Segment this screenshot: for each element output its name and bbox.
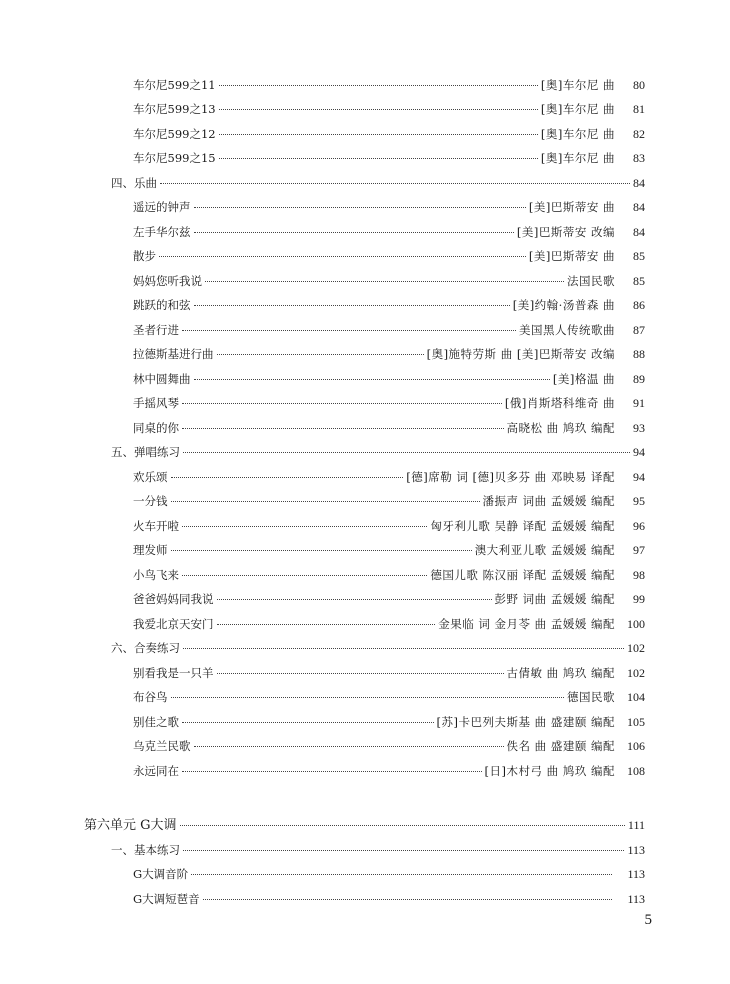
entry-title: 遥远的钟声 xyxy=(133,200,191,214)
entry-page: 102 xyxy=(627,641,645,655)
entry-credit: 潘振声 词曲 孟媛媛 编配 xyxy=(482,494,615,508)
dot-leader xyxy=(194,231,514,233)
entry-page: 83 xyxy=(633,151,645,165)
entry-page: 88 xyxy=(633,347,645,361)
entry-title: G大调短琶音 xyxy=(133,892,200,906)
section-title: 四、乐曲 xyxy=(111,176,157,190)
entry-title: 别看我是一只羊 xyxy=(133,666,214,680)
section-title: 五、弹唱练习 xyxy=(111,445,180,459)
toc-section[interactable] xyxy=(111,641,645,655)
dot-leader xyxy=(219,108,538,110)
toc-entry[interactable] xyxy=(133,617,645,631)
dot-leader xyxy=(219,84,538,86)
entry-credit: [奥]车尔尼 曲 xyxy=(540,78,615,92)
dot-leader xyxy=(182,574,427,576)
dot-leader xyxy=(160,182,630,184)
toc-entry[interactable] xyxy=(133,666,645,680)
entry-credit: [美]格温 曲 xyxy=(552,372,615,386)
entry-credit: 澳大利亚儿歌 孟媛媛 编配 xyxy=(474,543,615,557)
entry-page: 105 xyxy=(627,715,645,729)
toc-entry[interactable] xyxy=(133,867,645,881)
entry-page: 100 xyxy=(627,617,645,631)
dot-leader xyxy=(183,647,624,649)
entry-title: 欢乐颂 xyxy=(133,470,168,484)
entry-title: 一分钱 xyxy=(133,494,168,508)
dot-leader xyxy=(219,133,538,135)
toc-entry[interactable] xyxy=(133,543,645,557)
entry-credit: 金果临 词 金月苓 曲 孟媛媛 编配 xyxy=(438,617,615,631)
dot-leader xyxy=(182,402,502,404)
entry-credit: [奥]施特劳斯 曲 [美]巴斯蒂安 改编 xyxy=(426,347,615,361)
toc-entry[interactable] xyxy=(133,892,645,906)
entry-page: 93 xyxy=(633,421,645,435)
dot-leader xyxy=(183,849,624,851)
entry-credit: 美国黑人传统歌曲 xyxy=(519,323,615,337)
entry-credit: [奥]车尔尼 曲 xyxy=(540,127,615,141)
entry-credit: [苏]卡巴列夫斯基 曲 盛建颐 编配 xyxy=(436,715,615,729)
dot-leader xyxy=(217,353,424,355)
entry-credit: 彭野 词曲 孟媛媛 编配 xyxy=(494,592,615,606)
entry-page: 85 xyxy=(633,249,645,263)
entry-page: 97 xyxy=(633,543,645,557)
dot-leader xyxy=(182,770,482,772)
dot-leader xyxy=(183,451,630,453)
entry-credit: [美]巴斯蒂安 曲 xyxy=(528,200,615,214)
entry-title: 同桌的你 xyxy=(133,421,179,435)
entry-title: 车尔尼599之12 xyxy=(133,127,216,141)
toc-section[interactable] xyxy=(111,176,645,190)
entry-page: 87 xyxy=(633,323,645,337)
entry-page: 102 xyxy=(627,666,645,680)
entry-page: 96 xyxy=(633,519,645,533)
toc-entry[interactable] xyxy=(133,690,645,704)
entry-title: G大调音阶 xyxy=(133,867,189,881)
entry-page: 91 xyxy=(633,396,645,410)
dot-leader xyxy=(191,873,612,875)
entry-title: 永远同在 xyxy=(133,764,179,778)
entry-title: 火车开啦 xyxy=(133,519,179,533)
entry-page: 106 xyxy=(627,739,645,753)
toc-entry[interactable] xyxy=(133,739,645,753)
entry-title: 爸爸妈妈同我说 xyxy=(133,592,214,606)
entry-page: 113 xyxy=(627,892,645,906)
entry-title: 车尔尼599之15 xyxy=(133,151,216,165)
toc-entry[interactable] xyxy=(133,200,645,214)
entry-credit: 古倩敏 曲 鸠玖 编配 xyxy=(506,666,615,680)
entry-page: 80 xyxy=(633,78,645,92)
toc-entry[interactable] xyxy=(133,494,645,508)
page-number: 5 xyxy=(644,912,652,928)
entry-page: 86 xyxy=(633,298,645,312)
toc-entry[interactable] xyxy=(133,421,645,435)
dot-leader xyxy=(171,549,472,551)
entry-title: 小鸟飞来 xyxy=(133,568,179,582)
dot-leader xyxy=(217,623,436,625)
dot-leader xyxy=(171,696,565,698)
entry-page: 84 xyxy=(633,176,645,190)
entry-credit: 德国民歌 xyxy=(567,690,615,704)
toc-entry[interactable] xyxy=(133,127,645,141)
entry-credit: [俄]肖斯塔科维奇 曲 xyxy=(504,396,615,410)
entry-credit: [美]巴斯蒂安 改编 xyxy=(516,225,615,239)
entry-page: 95 xyxy=(633,494,645,508)
entry-credit: [奥]车尔尼 曲 xyxy=(540,102,615,116)
toc-entry[interactable] xyxy=(133,249,645,263)
dot-leader xyxy=(194,378,550,380)
entry-credit: 高晓松 曲 鸠玖 编配 xyxy=(506,421,615,435)
dot-leader xyxy=(171,500,480,502)
toc-entry[interactable] xyxy=(133,102,645,116)
entry-title: 左手华尔兹 xyxy=(133,225,191,239)
entry-title: 拉德斯基进行曲 xyxy=(133,347,214,361)
entry-title: 散步 xyxy=(133,249,156,263)
toc-entry[interactable] xyxy=(133,78,645,92)
entry-credit: [奥]车尔尼 曲 xyxy=(540,151,615,165)
dot-leader xyxy=(194,206,526,208)
dot-leader xyxy=(159,255,526,257)
entry-title: 手摇风琴 xyxy=(133,396,179,410)
entry-title: 乌克兰民歌 xyxy=(133,739,191,753)
dot-leader xyxy=(194,304,510,306)
entry-title: 车尔尼599之11 xyxy=(133,78,216,92)
dot-leader xyxy=(182,721,434,723)
dot-leader xyxy=(182,329,516,331)
entry-page: 113 xyxy=(627,843,645,857)
toc-entry[interactable] xyxy=(133,323,645,337)
entry-credit: 法国民歌 xyxy=(567,274,615,288)
entry-title: 车尔尼599之13 xyxy=(133,102,216,116)
section-title: 一、基本练习 xyxy=(111,843,180,857)
toc-entry[interactable] xyxy=(133,519,645,533)
dot-leader xyxy=(194,745,504,747)
toc-entry[interactable] xyxy=(133,298,645,312)
entry-title: 别佳之歌 xyxy=(133,715,179,729)
dot-leader xyxy=(219,157,538,159)
entry-page: 113 xyxy=(627,867,645,881)
entry-page: 98 xyxy=(633,568,645,582)
toc-entry[interactable] xyxy=(133,592,645,606)
entry-credit: [日]木村弓 曲 鸠玖 编配 xyxy=(484,764,615,778)
entry-credit: 匈牙利儿歌 吴静 译配 孟媛媛 编配 xyxy=(430,519,615,533)
dot-leader xyxy=(180,824,625,826)
toc-section[interactable] xyxy=(111,843,645,857)
entry-title: 我爱北京天安门 xyxy=(133,617,214,631)
toc-entry[interactable] xyxy=(133,274,645,288)
entry-title: 妈妈您听我说 xyxy=(133,274,202,288)
entry-page: 84 xyxy=(633,200,645,214)
toc-unit[interactable] xyxy=(84,818,645,833)
entry-page: 94 xyxy=(633,470,645,484)
entry-page: 85 xyxy=(633,274,645,288)
dot-leader xyxy=(171,476,404,478)
toc-entry[interactable] xyxy=(133,151,645,165)
entry-page: 84 xyxy=(633,225,645,239)
dot-leader xyxy=(182,427,504,429)
entry-page: 82 xyxy=(633,127,645,141)
toc-section[interactable] xyxy=(111,445,645,459)
entry-credit: 佚名 曲 盛建颐 编配 xyxy=(506,739,615,753)
entry-title: 跳跃的和弦 xyxy=(133,298,191,312)
dot-leader xyxy=(217,672,504,674)
entry-credit: [德]席勒 词 [德]贝多芬 曲 邓映易 译配 xyxy=(406,470,615,484)
entry-page: 108 xyxy=(627,764,645,778)
entry-credit: 德国儿歌 陈汉丽 译配 孟媛媛 编配 xyxy=(430,568,615,582)
entry-credit: [美]巴斯蒂安 曲 xyxy=(528,249,615,263)
toc-entry[interactable] xyxy=(133,470,645,484)
toc-entry[interactable] xyxy=(133,225,645,239)
entry-page: 89 xyxy=(633,372,645,386)
dot-leader xyxy=(217,598,492,600)
dot-leader xyxy=(205,280,564,282)
entry-page: 94 xyxy=(633,445,645,459)
entry-page: 111 xyxy=(627,818,645,832)
entry-page: 99 xyxy=(633,592,645,606)
entry-title: 理发师 xyxy=(133,543,168,557)
toc-entry[interactable] xyxy=(133,715,645,729)
entry-title: 林中圆舞曲 xyxy=(133,372,191,386)
toc-entry[interactable] xyxy=(133,347,645,361)
toc-entry[interactable] xyxy=(133,568,645,582)
unit-title: 第六单元 G大调 xyxy=(84,818,177,833)
toc-entry[interactable] xyxy=(133,372,645,386)
dot-leader xyxy=(182,525,427,527)
entry-page: 104 xyxy=(627,690,645,704)
section-title: 六、合奏练习 xyxy=(111,641,180,655)
entry-title: 圣者行进 xyxy=(133,323,179,337)
toc-entry[interactable] xyxy=(133,396,645,410)
entry-title: 布谷鸟 xyxy=(133,690,168,704)
dot-leader xyxy=(203,898,612,900)
entry-page: 81 xyxy=(633,102,645,116)
toc-entry[interactable] xyxy=(133,764,645,778)
entry-credit: [美]约翰·汤普森 曲 xyxy=(512,298,615,312)
